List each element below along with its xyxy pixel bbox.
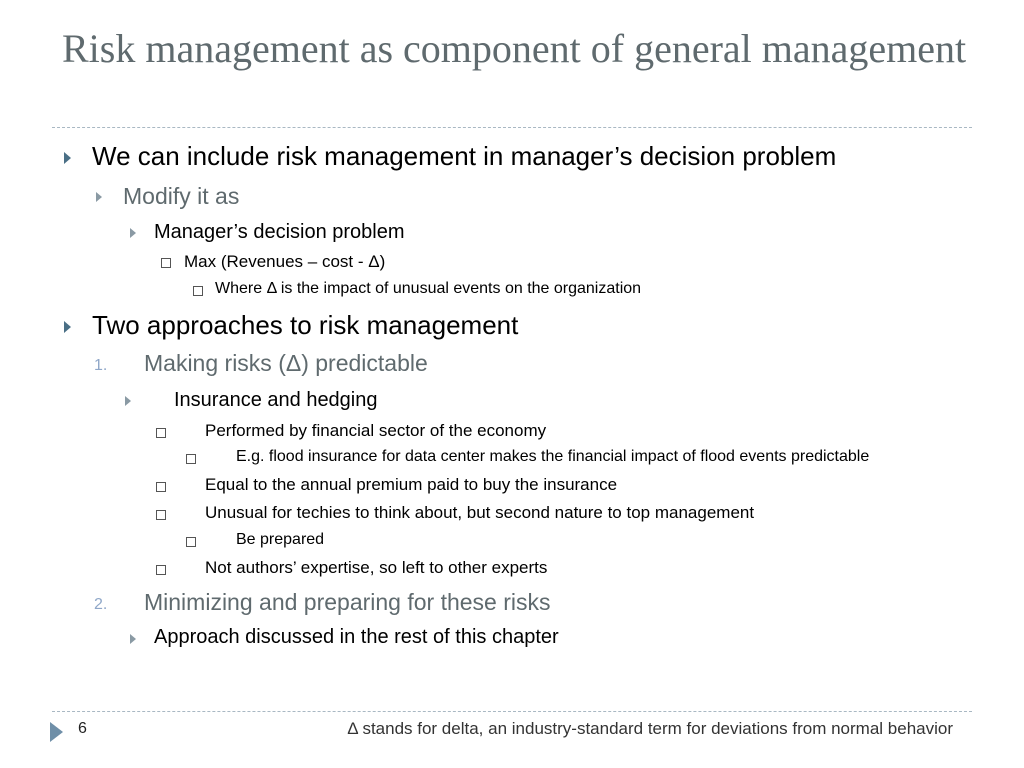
footnote: Δ stands for delta, an industry-standard term for deviations from normal behavior bbox=[347, 719, 953, 738]
bullet-text: Making risks (Δ) predictable bbox=[144, 350, 428, 376]
square-bullet-icon bbox=[186, 537, 196, 547]
square-bullet-icon bbox=[156, 428, 166, 438]
bullet-text: Insurance and hedging bbox=[174, 389, 378, 411]
bullet-text: Minimizing and preparing for these risks bbox=[144, 589, 551, 615]
square-bullet-icon bbox=[156, 510, 166, 520]
bullet-text: Max (Revenues – cost - Δ) bbox=[184, 252, 386, 271]
bullet-text: Approach discussed in the rest of this chapter bbox=[154, 626, 559, 648]
list-number: 1. bbox=[94, 357, 108, 374]
square-bullet-icon bbox=[161, 258, 171, 268]
bullet-text: Modify it as bbox=[123, 183, 240, 209]
bullet-text: Not authors’ expertise, so left to other experts bbox=[205, 558, 548, 577]
square-bullet-icon bbox=[156, 565, 166, 575]
footer-divider bbox=[52, 711, 972, 712]
bullet-text: Performed by financial sector of the economy bbox=[205, 421, 547, 440]
footer-arrow-icon bbox=[50, 722, 63, 742]
bullet-triangle-icon bbox=[125, 396, 131, 406]
bullet-text: Unusual for techies to think about, but second nature to top management bbox=[205, 503, 755, 522]
title-divider bbox=[52, 127, 972, 128]
square-bullet-icon bbox=[193, 286, 203, 296]
bullet-triangle-icon bbox=[130, 228, 136, 238]
bullet-text: Where Δ is the impact of unusual events on the organization bbox=[215, 280, 642, 297]
bullet-text: Manager’s decision problem bbox=[154, 221, 405, 243]
bullet-text: Equal to the annual premium paid to buy the insurance bbox=[205, 475, 618, 494]
bullet-text: We can include risk management in manager’s decision problem bbox=[92, 141, 837, 171]
bullet-triangle-icon bbox=[64, 321, 71, 333]
list-number: 2. bbox=[94, 596, 108, 613]
bullet-triangle-icon bbox=[130, 634, 136, 644]
square-bullet-icon bbox=[156, 482, 166, 492]
bullet-text: E.g. flood insurance for data center makes the financial impact of flood events predictable bbox=[236, 448, 870, 465]
bullet-triangle-icon bbox=[96, 192, 102, 202]
bullet-text: Two approaches to risk management bbox=[92, 310, 519, 340]
slide-title: Risk management as component of general management bbox=[62, 26, 967, 71]
page-number: 6 bbox=[78, 720, 87, 737]
bullet-triangle-icon bbox=[64, 152, 71, 164]
square-bullet-icon bbox=[186, 454, 196, 464]
bullet-text: Be prepared bbox=[236, 531, 325, 548]
